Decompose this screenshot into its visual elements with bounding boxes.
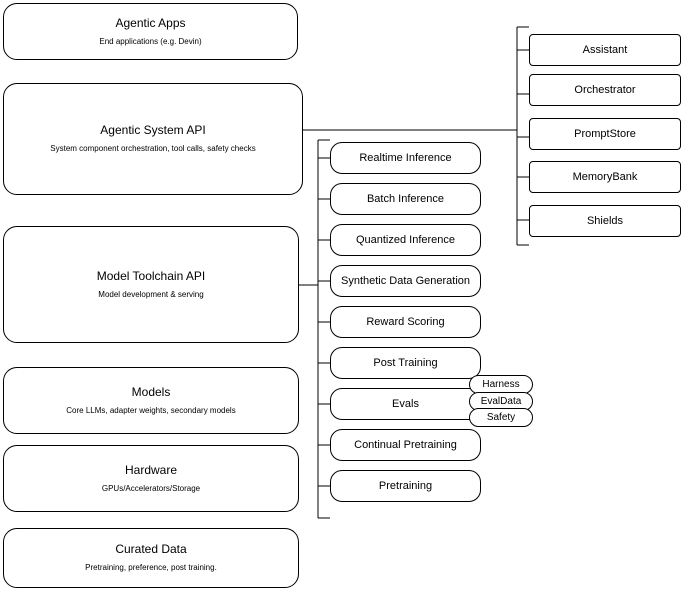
toolchain-component-pretraining[interactable]: [330, 470, 481, 502]
eval-pill-label: Safety: [486, 411, 516, 423]
toolchain-component-reward-scoring[interactable]: [330, 306, 481, 338]
toolchain-component-label: Pretraining: [378, 480, 433, 492]
toolchain-component-realtime-inference[interactable]: [330, 142, 481, 174]
stack-layer-subtitle: Pretraining, preference, post training.: [85, 563, 217, 572]
agentic-component-assistant[interactable]: [529, 34, 681, 66]
toolchain-component-label: Batch Inference: [366, 193, 445, 205]
stack-layer-subtitle: Core LLMs, adapter weights, secondary models: [66, 405, 236, 415]
toolchain-component-continual-pretraining[interactable]: [330, 429, 481, 461]
eval-pill-safety[interactable]: [469, 408, 533, 427]
agentic-component-memorybank[interactable]: [529, 161, 681, 193]
toolchain-component-label: Realtime Inference: [359, 152, 452, 164]
stack-layer-hardware[interactable]: [3, 445, 299, 512]
toolchain-component-evals[interactable]: [330, 388, 481, 420]
stack-layer-title: Model Toolchain API: [96, 268, 206, 283]
stack-layer-curated-data[interactable]: [3, 528, 299, 588]
stack-layer-subtitle: System component orchestration, tool calls, safety checks: [50, 144, 256, 153]
stack-layer-agentic-system-api[interactable]: [3, 83, 303, 195]
stack-layer-title: Agentic Apps: [115, 15, 186, 30]
stack-layer-title: Curated Data: [115, 542, 187, 556]
agentic-component-promptstore[interactable]: [529, 118, 681, 150]
toolchain-component-label: Reward Scoring: [366, 316, 445, 328]
eval-pill-label: Harness: [482, 378, 520, 390]
stack-layer-title: Hardware: [124, 462, 178, 477]
stack-layer-title: Models: [131, 384, 171, 399]
toolchain-component-batch-inference[interactable]: [330, 183, 481, 215]
stack-layer-title: Agentic System API: [100, 123, 206, 137]
toolchain-component-label: Evals: [392, 398, 419, 410]
toolchain-component-label: Synthetic Data Generation: [340, 275, 471, 287]
toolchain-component-label: Post Training: [373, 357, 438, 369]
stack-layer-model-toolchain-api[interactable]: [3, 226, 299, 343]
agentic-component-orchestrator[interactable]: [529, 74, 681, 106]
agentic-component-label: PromptStore: [574, 128, 636, 140]
agentic-component-label: Assistant: [582, 44, 628, 56]
stack-layer-subtitle: Model development & serving: [98, 289, 204, 299]
agentic-component-label: Shields: [586, 215, 624, 227]
toolchain-component-label: Continual Pretraining: [354, 439, 457, 451]
toolchain-component-synthetic-data-generation[interactable]: [330, 265, 481, 297]
toolchain-component-quantized-inference[interactable]: [330, 224, 481, 256]
agentic-component-shields[interactable]: [529, 205, 681, 237]
stack-layer-agentic-apps[interactable]: [3, 3, 298, 60]
agentic-component-label: MemoryBank: [572, 171, 638, 183]
toolchain-component-label: Quantized Inference: [355, 234, 456, 246]
toolchain-component-post-training[interactable]: [330, 347, 481, 379]
stack-layer-subtitle: End applications (e.g. Devin): [99, 36, 202, 46]
agentic-component-label: Orchestrator: [574, 84, 636, 96]
eval-pill-label: EvalData: [480, 395, 522, 407]
stack-layer-models[interactable]: [3, 367, 299, 434]
stack-layer-subtitle: GPUs/Accelerators/Storage: [101, 483, 201, 493]
